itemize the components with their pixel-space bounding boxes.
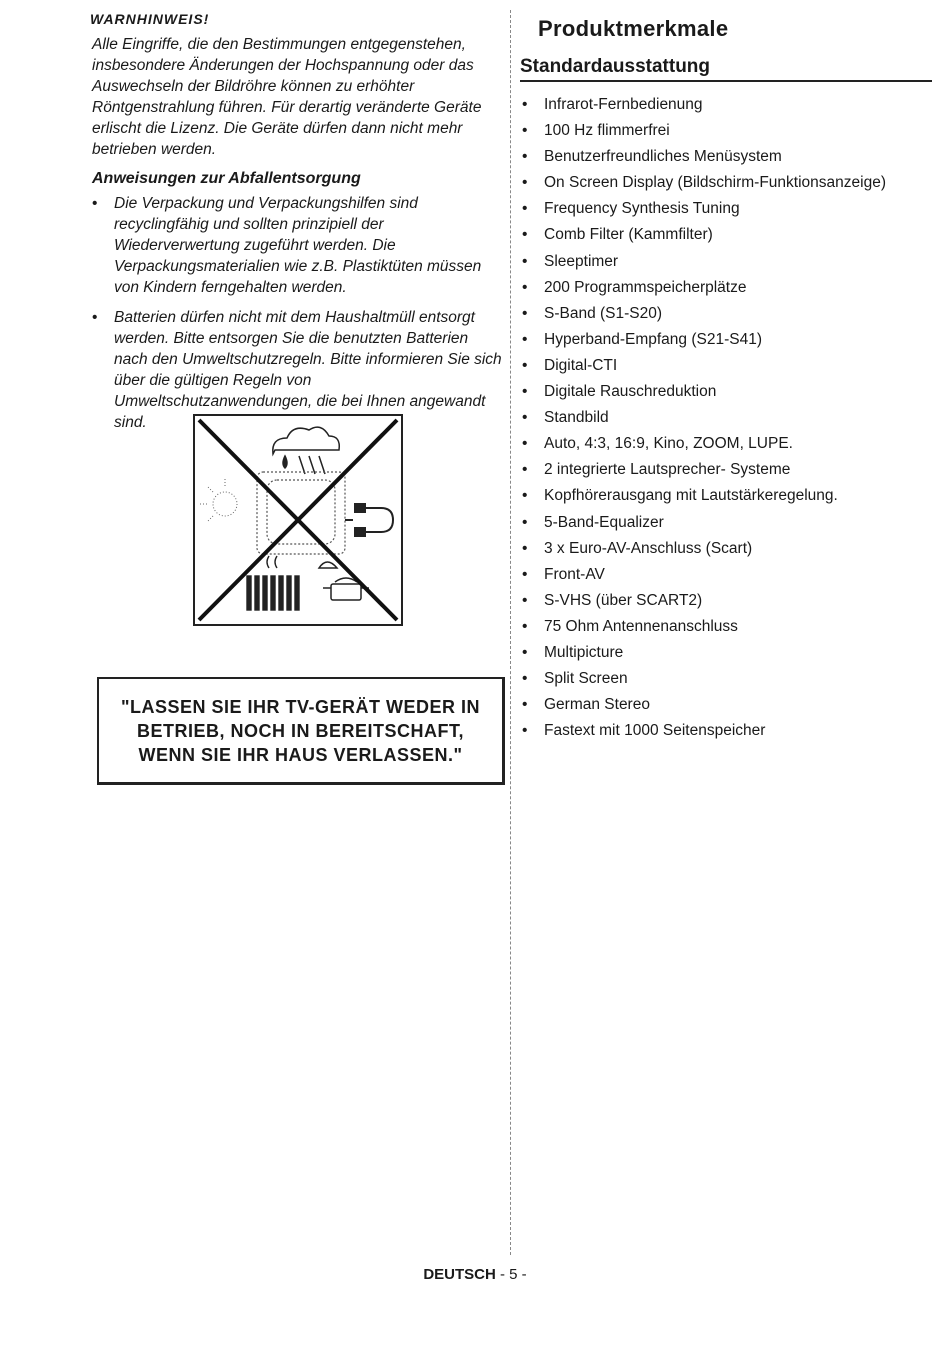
feature-item: • German Stereo [518, 692, 938, 718]
feature-item: • Benutzerfreundliches Menüsystem [518, 144, 938, 170]
feature-item: • Hyperband-Empfang (S21-S41) [518, 327, 938, 353]
notice-box [97, 677, 505, 785]
feature-item: • On Screen Display (Bildschirm-Funktionsanzeige) [518, 170, 938, 196]
disposal-list [90, 193, 505, 433]
feature-item: • Sleeptimer [518, 249, 938, 275]
feature-item: • 75 Ohm Antennenanschluss [518, 614, 938, 640]
feature-list [518, 92, 938, 744]
feature-item: • 100 Hz flimmerfrei [518, 118, 938, 144]
feature-item: • Multipicture [518, 640, 938, 666]
column-divider [510, 10, 511, 1255]
feature-item: • 5-Band-Equalizer [518, 510, 938, 536]
feature-item: • S-Band (S1-S20) [518, 301, 938, 327]
left-column [90, 8, 505, 442]
feature-item: • 3 x Euro-AV-Anschluss (Scart) [518, 536, 938, 562]
feature-item: • Digitale Rauschreduktion [518, 379, 938, 405]
page-number: - 5 - [495, 1266, 527, 1283]
feature-item: • Split Screen [518, 666, 938, 692]
disposal-item-batteries: • Batterien dürfen nicht mit dem Haushaltmüll entsorgt werden. Bitte entsorgen Sie die benutzten Batterien nach den Umweltschutzregeln. Bitte informieren Sie sich über die gültigen Regeln von Umweltschutzanwendungen, die bei Ihnen angewandt sind. [90, 307, 505, 433]
page-footer [0, 1266, 950, 1283]
warning-text: Alle Eingriffe, die den Bestimmungen entgegenstehen, insbesondere Änderungen der Hochspannung oder das Auswechseln der Bildröhre können zu erhöhter Röntgenstrahlung führen. Für derartig veränderte Geräte erlischt die Lizenz. Die Geräte dürfen dann nicht mehr betrieben werden. [92, 36, 482, 158]
feature-item: • Auto, 4:3, 16:9, Kino, ZOOM, LUPE. [518, 431, 938, 457]
feature-item: • Kopfhörerausgang mit Lautstärkeregelung. [518, 483, 938, 509]
rain-cloud-icon [273, 427, 340, 474]
feature-item: • Front-AV [518, 562, 938, 588]
feature-item: • 200 Programmspeicherplätze [518, 275, 938, 301]
feature-item: • S-VHS (über SCART2) [518, 588, 938, 614]
warning-heading: WARNHINWEIS! [90, 11, 210, 27]
feature-item: • Comb Filter (Kammfilter) [518, 222, 938, 248]
disposal-heading: Anweisungen zur Abfallentsorgung [92, 170, 361, 187]
feature-item: • Frequency Synthesis Tuning [518, 196, 938, 222]
feature-item: • Infrarot-Fernbedienung [518, 92, 938, 118]
feature-item: • Fastext mit 1000 Seitenspeicher [518, 718, 938, 744]
disposal-item-packaging: • Die Verpackung und Verpackungshilfen sind recyclingfähig und sollten prinzipiell der Wiederverwertung zugeführt werden. Die Verpackungsmaterialien wie z.B. Plastiktüten müssen von Kindern ferngehalten werden. [90, 193, 505, 298]
tv-hazard-illustration [193, 414, 403, 626]
standard-equipment-heading: Standardausstattung [520, 54, 932, 82]
right-column [518, 10, 938, 744]
feature-item: • Digital-CTI [518, 353, 938, 379]
sun-icon [199, 478, 237, 522]
footer-language: DEUTSCH [423, 1266, 496, 1283]
tv-hazard-drawing [195, 416, 401, 624]
features-title: Produktmerkmale [538, 16, 729, 41]
notice-text: "LASSEN SIE IHR TV-GERÄT WEDER IN BETRIEB, NOCH IN BEREITSCHAFT, WENN SIE IHR HAUS VERLASSEN." [120, 696, 481, 765]
feature-item: • 2 integrierte Lautsprecher- Systeme [518, 457, 938, 483]
feature-item: • Standbild [518, 405, 938, 431]
magnet-icon [345, 504, 393, 536]
